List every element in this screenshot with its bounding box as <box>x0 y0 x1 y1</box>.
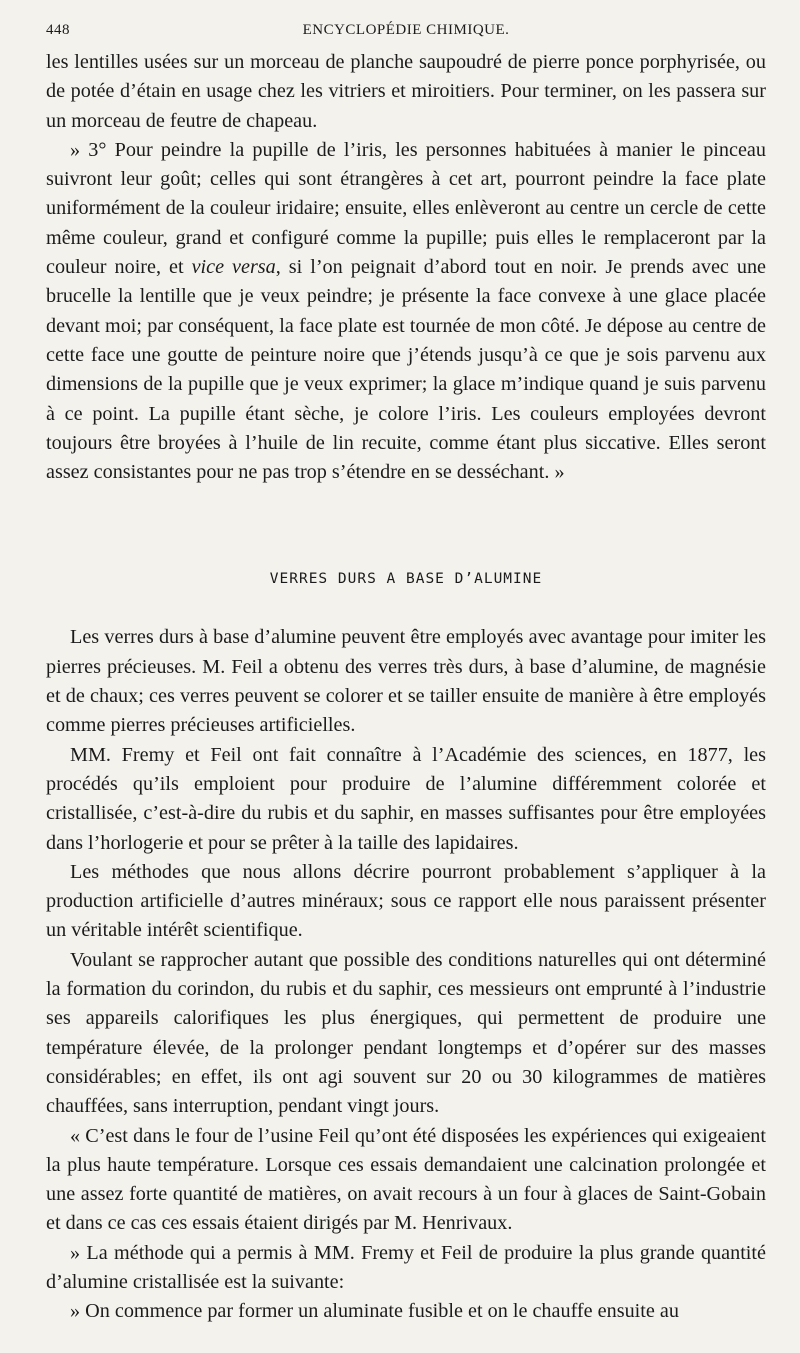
paragraph: « C’est dans le four de l’usine Feil qu’ont été disposées les expériences qui exigeaient la plus haute température. Lorsque ces essais demandaient une calcination prolongée et une assez forte quantité de matières, on avait recours à un four à glaces de Saint-Gobain et dans ce cas ces essais étaient dirigés par M. Henrivaux. <box>46 1124 766 1235</box>
paragraph: » La méthode qui a permis à MM. Fremy et Feil de produire la plus grande quantité d’alumine cristallisée est la suivante: <box>46 1241 766 1293</box>
section-heading: VERRES DURS A BASE D’ALUMINE <box>269 571 543 588</box>
paragraph: Voulant se rapprocher autant que possible des conditions naturelles qui ont déterminé la formation du corindon, du rubis et du saphir, ces messieurs ont emprunté à l’industrie ses appareils calorifiques les plus énergiques, qui permettent de produire une température élevée, de la prolonger pendant longtemps et d’opérer sur des masses considérables; en effet, ils ont agi souvent sur 20 ou 30 kilogrammes de matières chauffées, sans interruption, pendant vingt jours. <box>46 948 766 1118</box>
running-head <box>46 22 766 48</box>
paragraph-text: , si l’on peignait d’abord tout en noir. Je prends avec une brucelle la lentille que je veux peindre; je présente la face convexe à une glace placée devant moi; par conséquent, la face plate est tournée de mon côté. Je dépose au centre de cette face une goutte de peinture noire que j’étends jusqu’à ce que je sois parvenu aux dimensions de la pupille que je veux exprimer; la glace m’indique quand je suis parvenu à ce point. La pupille étant sèche, je colore l’iris. Les couleurs employées devront toujours être broyées à l’huile de lin recuite, comme étant plus siccative. Elles seront assez consistantes pour ne pas trop s’étendre en se desséchant. » <box>46 256 766 484</box>
italic-phrase: vice versa <box>191 256 276 279</box>
paragraph: » On commence par former un aluminate fusible et on le chauffe ensuite au <box>70 1300 679 1323</box>
page-number: 448 <box>46 22 70 38</box>
paragraph: Les méthodes que nous allons décrire pourront probablement s’appliquer à la production artificielle d’autres minéraux; sous ce rapport elle nous paraissent présenter un véritable intérêt scientifique. <box>46 860 766 942</box>
paragraph-continuation: les lentilles usées sur un morceau de planche saupoudré de pierre ponce porphyrisée, ou de potée d’étain en usage chez les vitriers et miroitiers. Pour terminer, on les passera sur un morceau de feutre de chapeau. <box>46 51 766 132</box>
paragraph: MM. Fremy et Feil ont fait connaître à l’Académie des sciences, en 1877, les procédés qu’ils emploient pour produire de l’alumine différemment colorée et cristallisée, c’est-à-dire du rubis et du saphir, en masses suffisantes pour être employées dans l’horlogerie et pour se prêter à la taille des lapidaires. <box>46 743 766 854</box>
paragraph-text: » 3° Pour peindre la pupille de l’iris, les personnes habituées à manier le pinceau suivront leur goût; celles qui sont étrangères à cet art, pourront peindre la face plate uniformément de la couleur iridaire; ensuite, elles enlèveront au centre un cercle de cette même couleur, grand et configuré comme la pupille; puis elles le remplaceront par la couleur noire, et <box>46 138 766 279</box>
paragraph-pupil-painting <box>46 136 766 488</box>
body-text <box>46 48 766 1327</box>
running-title: ENCYCLOPÉDIE CHIMIQUE. <box>302 22 510 38</box>
paragraph: Les verres durs à base d’alumine peuvent être employés avec avantage pour imiter les pierres précieuses. M. Feil a obtenu des verres très durs, à base d’alumine, de magnésie et de chaux; ces verres peuvent se colorer et se tailler ensuite de manière à être employés comme pierres précieuses artificielles. <box>46 626 766 737</box>
